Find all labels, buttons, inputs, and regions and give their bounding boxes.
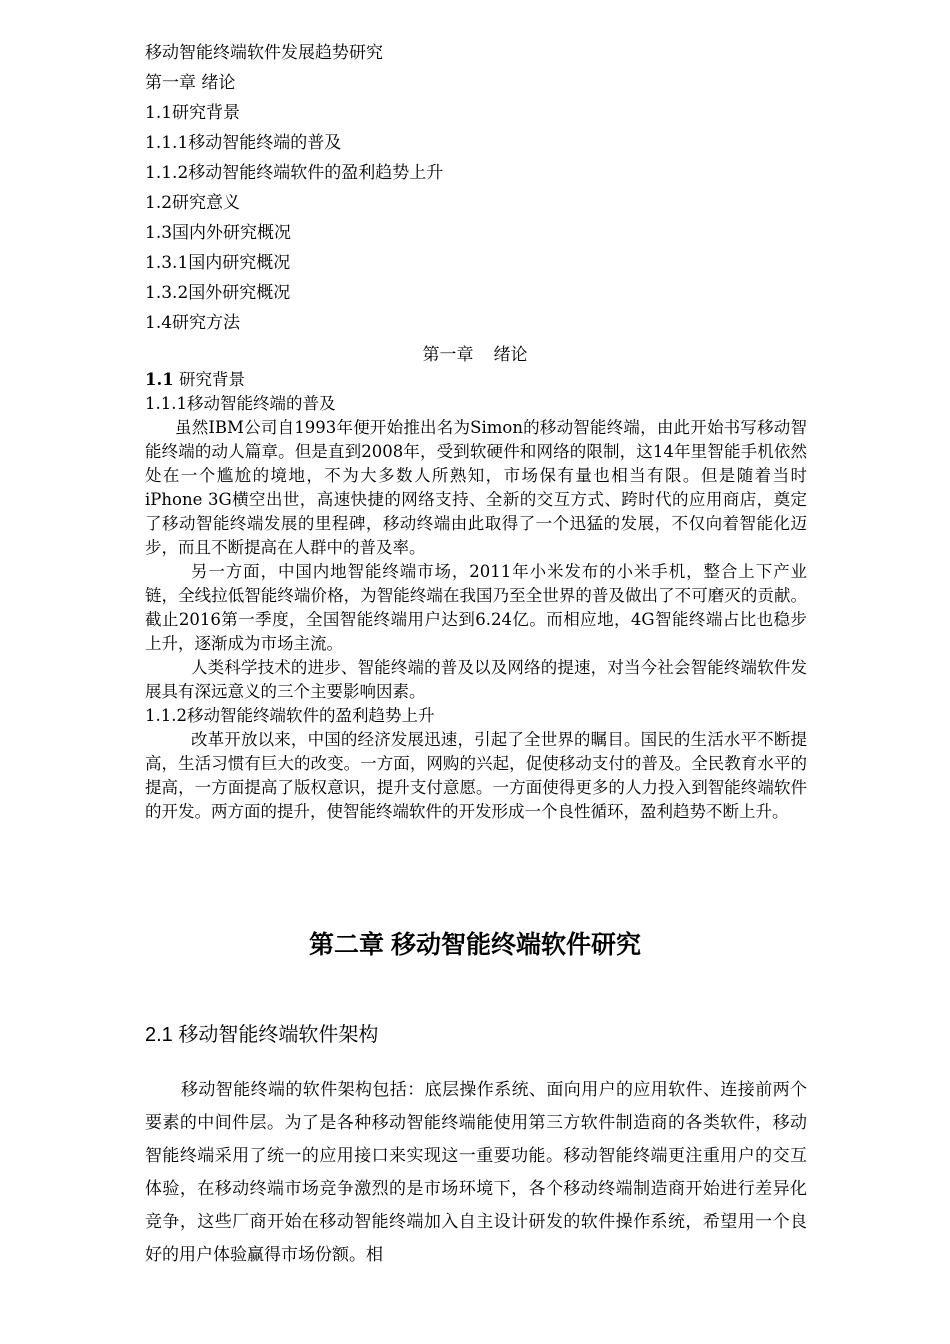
toc-item: 1.1研究背景 (145, 103, 241, 123)
toc-item: 1.1.2移动智能终端软件的盈利趋势上升 (145, 163, 444, 183)
toc-item: 第一章 绪论 (145, 73, 236, 93)
chapter-1-number: 第一章 (422, 345, 474, 365)
paragraph: 改革开放以来，中国的经济发展迅速，引起了全世界的瞩目。国民的生活水平不断提高，生活习惯有巨大的改变。一方面，网购的兴起，促使移动支付的普及。全民教育水平的提高，一方面提高了版权意识，提升支付意愿。一方面使得更多的人力投入到智能终端软件的开发。两方面的提升，使智能终端软件的开发形成一个良性循环，盈利趋势不断上升。 (145, 730, 807, 821)
paragraph: 虽然IBM公司自1993年便开始推出名为Simon的移动智能终端，由此开始书写移动智能终端的动人篇章。但是直到2008年，受到软硬件和网络的限制，这14年里智能手机依然处在一个尴尬的境地，不为大多数人所熟知，市场保有量也相当有限。但是随着当时iPhone 3G横空出世，高速快捷的网络支持、全新的交互方式、跨时代的应用商店，奠定了移动智能终端发展的里程碑，移动终端由此取得了一个迅猛的发展，不仅向着智能化迈步，而且不断提高在人群中的普及率。 (145, 418, 807, 557)
chapter-1-title (0, 343, 950, 367)
toc-item: 1.2研究意义 (145, 193, 241, 213)
toc-document-title: 移动智能终端软件发展趋势研究 (145, 43, 383, 63)
chapter-2-title: 第二章 移动智能终端软件研究 (309, 931, 641, 959)
section-2-1-heading: 2.1 移动智能终端软件架构 (145, 1024, 379, 1046)
section-1-1-heading (145, 368, 807, 392)
section-1-1-1-heading: 1.1.1移动智能终端的普及 (145, 394, 336, 413)
section-1-1-title: 研究背景 (178, 370, 245, 389)
section-1-1-2-heading: 1.1.2移动智能终端软件的盈利趋势上升 (145, 706, 435, 725)
toc-item: 1.3.2国外研究概况 (145, 283, 291, 303)
paragraph: 人类科学技术的进步、智能终端的普及以及网络的提速，对当今社会智能终端软件发展具有深远意义的三个主要影响因素。 (145, 658, 807, 701)
paragraph: 移动智能终端的软件架构包括：底层操作系统、面向用户的应用软件、连接前两个要素的中间件层。为了是各种移动智能终端能使用第三方软件制造商的各类软件，移动智能终端采用了统一的应用接口来实现这一重要功能。移动智能终端更注重用户的交互体验，在移动终端市场竞争激烈的是市场环境下，各个移动终端制造商开始进行差异化竞争，这些厂商开始在移动智能终端加入自主设计研发的软件操作系统，希望用一个良好的用户体验赢得市场份额。相 (145, 1080, 807, 1265)
chapter-1-name: 绪论 (493, 345, 528, 365)
toc-item: 1.3.1国内研究概况 (145, 253, 291, 273)
chapter-1-body (145, 368, 807, 824)
section-1-1-number: 1.1 (145, 370, 174, 389)
paragraph: 另一方面，中国内地智能终端市场，2011年小米发布的小米手机，整合上下产业链，全线拉低智能终端价格，为智能终端在我国乃至全世界的普及做出了不可磨灭的贡献。截止2016第一季度，全国智能终端用户达到6.24亿。而相应地，4G智能终端占比也稳步上升，逐渐成为市场主流。 (145, 562, 807, 653)
toc-item: 1.1.1移动智能终端的普及 (145, 133, 342, 153)
chapter-2-body (145, 1074, 807, 1272)
toc-item: 1.4研究方法 (145, 313, 241, 333)
toc-item: 1.3国内外研究概况 (145, 223, 292, 243)
table-of-contents (145, 38, 443, 338)
